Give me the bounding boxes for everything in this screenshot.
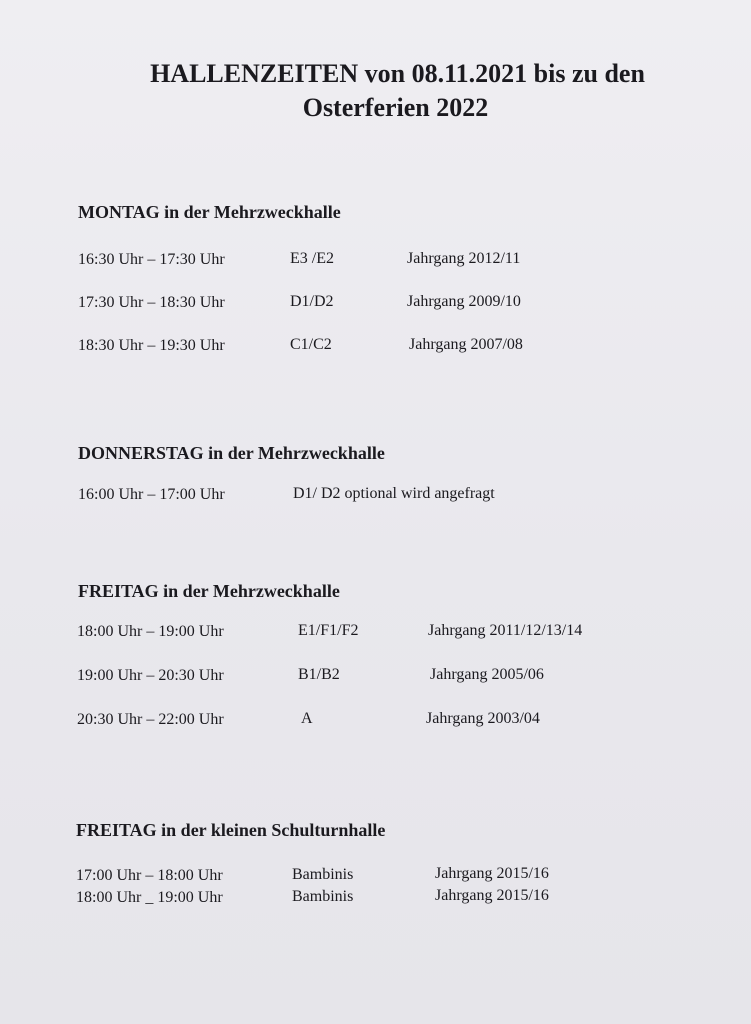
schedule-group: D1/ D2 optional wird angefragt bbox=[293, 485, 495, 502]
schedule-time: 17:30 Uhr – 18:30 Uhr bbox=[78, 294, 225, 311]
schedule-year: Jahrgang 2007/08 bbox=[409, 336, 523, 353]
schedule-time: 16:00 Uhr – 17:00 Uhr bbox=[78, 486, 225, 503]
schedule-group: Bambinis bbox=[292, 866, 354, 883]
schedule-year: Jahrgang 2015/16 bbox=[435, 887, 549, 904]
schedule-year: Jahrgang 2003/04 bbox=[426, 710, 540, 727]
section-heading-freitag-schulturnhalle: FREITAG in der kleinen Schulturnhalle bbox=[76, 820, 386, 840]
schedule-year: Jahrgang 2011/12/13/14 bbox=[428, 622, 583, 639]
document-title-line-2: Osterferien 2022 bbox=[302, 93, 489, 122]
schedule-time: 18:00 Uhr _ 19:00 Uhr bbox=[76, 889, 223, 906]
schedule-year: Jahrgang 2015/16 bbox=[435, 865, 549, 882]
schedule-group: Bambinis bbox=[292, 888, 354, 905]
schedule-time: 17:00 Uhr – 18:00 Uhr bbox=[76, 867, 223, 884]
schedule-year: Jahrgang 2005/06 bbox=[430, 666, 544, 683]
schedule-group: E3 /E2 bbox=[290, 250, 334, 267]
schedule-time: 18:00 Uhr – 19:00 Uhr bbox=[77, 623, 224, 640]
schedule-group: D1/D2 bbox=[290, 293, 334, 310]
section-heading-freitag-mehrzweckhalle: FREITAG in der Mehrzweckhalle bbox=[78, 581, 340, 601]
schedule-time: 18:30 Uhr – 19:30 Uhr bbox=[78, 337, 225, 354]
schedule-group: A bbox=[301, 710, 313, 727]
schedule-time: 16:30 Uhr – 17:30 Uhr bbox=[78, 251, 225, 268]
schedule-time: 19:00 Uhr – 20:30 Uhr bbox=[77, 667, 224, 684]
document-title-line-1: HALLENZEITEN von 08.11.2021 bis zu den bbox=[150, 59, 645, 88]
schedule-group: B1/B2 bbox=[298, 666, 340, 683]
schedule-year: Jahrgang 2009/10 bbox=[407, 293, 521, 310]
schedule-group: E1/F1/F2 bbox=[298, 622, 359, 639]
schedule-time: 20:30 Uhr – 22:00 Uhr bbox=[77, 711, 224, 728]
schedule-group: C1/C2 bbox=[290, 336, 332, 353]
section-heading-montag: MONTAG in der Mehrzweckhalle bbox=[78, 202, 341, 222]
section-heading-donnerstag: DONNERSTAG in der Mehrzweckhalle bbox=[78, 443, 385, 463]
schedule-year: Jahrgang 2012/11 bbox=[407, 250, 521, 267]
